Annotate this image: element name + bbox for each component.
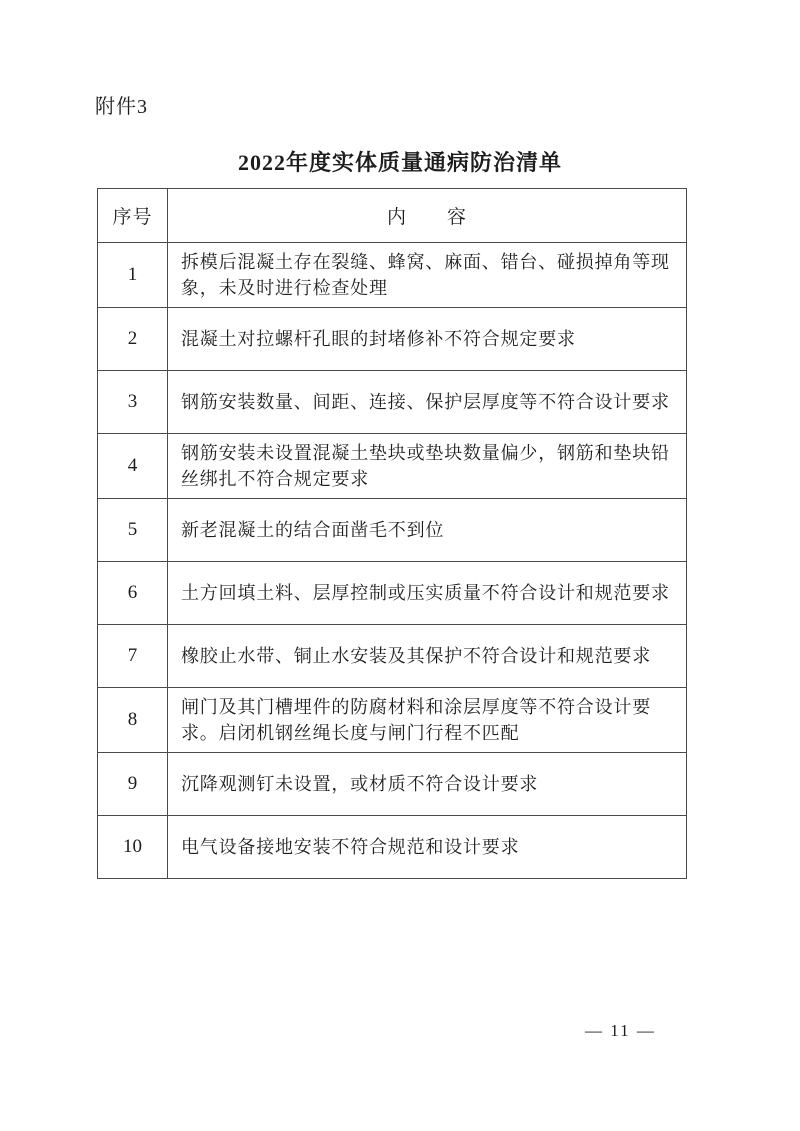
table-row [98,499,687,562]
table-row [98,243,687,308]
page-number: — 11 — [585,1021,656,1040]
table-row [98,434,687,499]
column-header-content: 内 容 [168,189,687,243]
row-index: 9 [98,753,168,816]
row-index: 3 [98,371,168,434]
row-index: 10 [98,816,168,879]
table-row [98,308,687,371]
table-row [98,816,687,879]
page-title: 2022年度实体质量通病防治清单 [237,150,562,175]
row-index: 5 [98,499,168,562]
table-row [98,688,687,753]
attachment-label: 附件3 [95,96,148,118]
column-header-index: 序号 [98,189,168,243]
row-index: 1 [98,243,168,308]
table-row [98,562,687,625]
row-content: 混凝土对拉螺杆孔眼的封堵修补不符合规定要求 [168,308,687,371]
row-index: 6 [98,562,168,625]
row-content: 钢筋安装未设置混凝土垫块或垫块数量偏少，钢筋和垫块铅丝绑扎不符合规定要求 [168,434,687,499]
table-row [98,625,687,688]
row-index: 4 [98,434,168,499]
table-row [98,753,687,816]
table-header-row [98,189,687,243]
table-row [98,371,687,434]
row-index: 8 [98,688,168,753]
row-content: 沉降观测钉未设置，或材质不符合设计要求 [168,753,687,816]
row-content: 闸门及其门槽埋件的防腐材料和涂层厚度等不符合设计要求。启闭机钢丝绳长度与闸门行程不匹配 [168,688,687,753]
row-content: 橡胶止水带、铜止水安装及其保护不符合设计和规范要求 [168,625,687,688]
row-index: 7 [98,625,168,688]
row-content: 土方回填土料、层厚控制或压实质量不符合设计和规范要求 [168,562,687,625]
table-body [98,243,687,879]
row-content: 钢筋安装数量、间距、连接、保护层厚度等不符合设计要求 [168,371,687,434]
row-content: 拆模后混凝土存在裂缝、蜂窝、麻面、错台、碰损掉角等现象，未及时进行检查处理 [168,243,687,308]
row-index: 2 [98,308,168,371]
row-content: 电气设备接地安装不符合规范和设计要求 [168,816,687,879]
defect-checklist-table [97,188,687,879]
row-content: 新老混凝土的结合面凿毛不到位 [168,499,687,562]
